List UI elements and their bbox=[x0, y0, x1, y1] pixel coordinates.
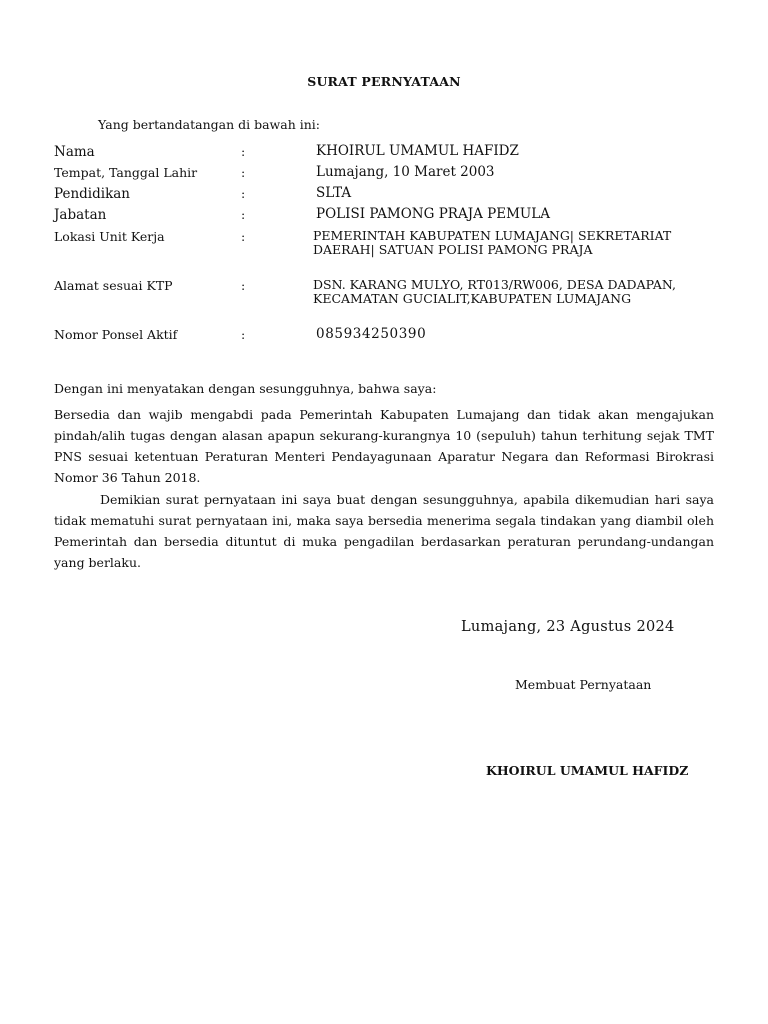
place-date: Lumajang, 23 Agustus 2024 bbox=[461, 619, 675, 635]
intro-text: Yang bertandatangan di bawah ini: bbox=[98, 117, 320, 132]
field-colon: : bbox=[241, 327, 246, 342]
field-colon: : bbox=[241, 229, 246, 244]
statement-paragraph-2: Demikian surat pernyataan ini saya buat dengan sesungguhnya, apabila dikemudian hari saya tidak mematuhi surat pernyataan ini, maka saya bersedia menerima segala tindakan yang diambil oleh Pemerintah dan bersedia dituntut di muka pengadilan berdasarkan peraturan perundang-undangan yang berlaku. bbox=[54, 492, 714, 570]
field-value-ponsel: 085934250390 bbox=[316, 326, 427, 342]
field-label-nama: Nama bbox=[54, 144, 95, 160]
field-label-lokasi: Lokasi Unit Kerja bbox=[54, 229, 165, 244]
field-colon: : bbox=[241, 144, 246, 159]
field-label-ttl: Tempat, Tanggal Lahir bbox=[54, 165, 198, 180]
field-value-jabatan: POLISI PAMONG PRAJA PEMULA bbox=[316, 206, 550, 222]
field-colon: : bbox=[241, 278, 246, 293]
document-title: SURAT PERNYATAAN bbox=[307, 74, 461, 89]
statement-lead: Dengan ini menyatakan dengan sesungguhnya, bahwa saya: bbox=[54, 381, 437, 396]
field-value-alamat: DSN. KARANG MULYO, RT013/RW006, DESA DADAPAN, KECAMATAN GUCIALIT,KABUPATEN LUMAJANG bbox=[313, 277, 677, 306]
field-label-pendidikan: Pendidikan bbox=[54, 186, 131, 202]
field-label-jabatan: Jabatan bbox=[54, 207, 107, 223]
maker-label: Membuat Pernyataan bbox=[515, 677, 652, 692]
statement-paragraph-1: Bersedia dan wajib mengabdi pada Pemerintah Kabupaten Lumajang dan tidak akan mengajukan pindah/alih tugas dengan alasan apapun sekurang-kurangnya 10 (sepuluh) tahun terhitung sejak TMT PNS sesuai ketentuan Peraturan Menteri Pendayagunaan Aparatur Negara dan Reformasi Birokrasi Nomor 36 Tahun 2018. bbox=[54, 407, 714, 485]
field-label-alamat: Alamat sesuai KTP bbox=[54, 278, 173, 293]
field-value-nama: KHOIRUL UMAMUL HAFIDZ bbox=[316, 143, 519, 159]
field-value-ttl: Lumajang, 10 Maret 2003 bbox=[316, 164, 495, 180]
field-colon: : bbox=[241, 207, 246, 222]
signer-name: KHOIRUL UMAMUL HAFIDZ bbox=[486, 763, 689, 778]
field-label-ponsel: Nomor Ponsel Aktif bbox=[54, 327, 178, 342]
field-colon: : bbox=[241, 186, 246, 201]
field-value-pendidikan: SLTA bbox=[316, 185, 352, 201]
field-colon: : bbox=[241, 165, 246, 180]
field-value-lokasi: PEMERINTAH KABUPATEN LUMAJANG| SEKRETARIAT DAERAH| SATUAN POLISI PAMONG PRAJA bbox=[313, 228, 672, 257]
